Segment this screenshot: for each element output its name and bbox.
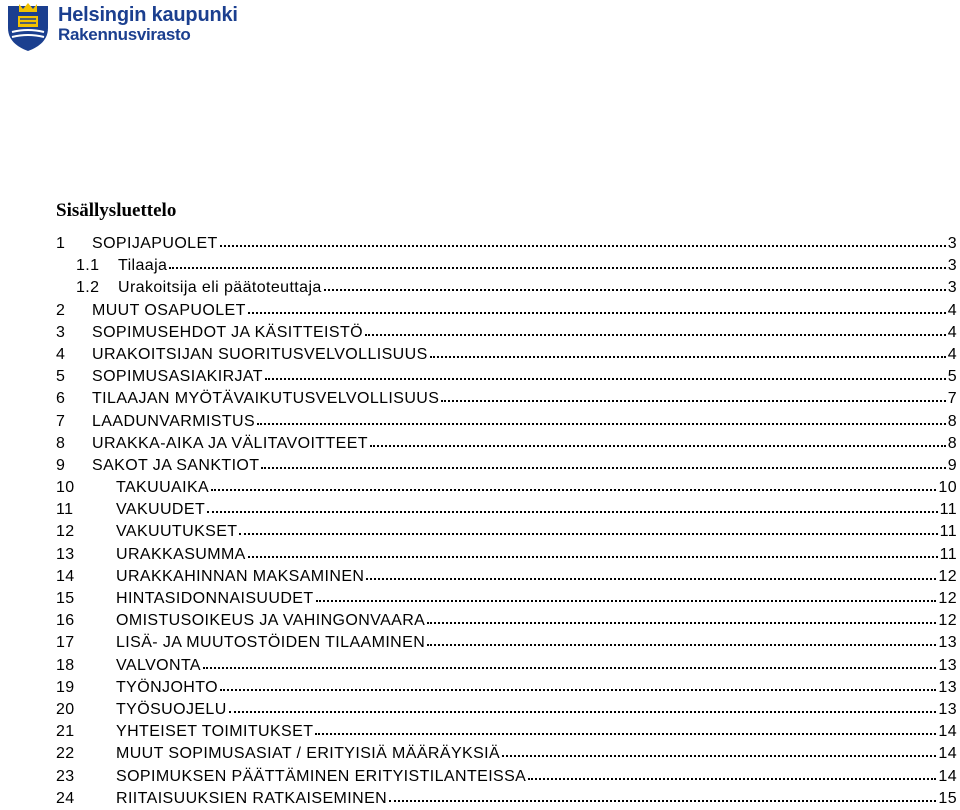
toc-heading: Sisällysluettelo [56,200,177,221]
toc-entry-number: 2 [56,301,66,319]
toc-entry-page: 13 [938,656,957,674]
toc-dot-leader [203,653,936,669]
toc-entry-page: 9 [947,456,957,474]
toc-entry-title: TYÖSUOJELU [116,700,227,718]
toc-entry-number: 5 [56,368,66,386]
toc-entry-number: 16 [56,612,75,630]
toc-entry[interactable] [56,676,960,698]
brand-text [58,5,238,44]
toc-dot-leader [207,497,937,513]
helsinki-crest-icon [4,2,52,52]
toc-entry[interactable] [56,609,960,631]
toc-entry-title: SOPIJAPUOLET [92,235,218,252]
toc-entry-title: MUUT SOPIMUSASIAT / ERITYISIÄ MÄÄRÄYKSIÄ [116,745,501,763]
toc-entry-page: 15 [938,789,957,807]
toc-entry-number: 1 [56,235,66,252]
toc-entry-page: 14 [938,767,957,785]
toc-entry[interactable] [56,631,960,653]
toc-entry-page: 12 [938,590,957,607]
toc-dot-leader [528,764,936,780]
toc-entry-title: LISÄ- JA MUUTOSTÖIDEN TILAAMINEN [116,634,426,652]
toc-entry-number: 23 [56,767,75,785]
toc-entry-number: 12 [56,523,75,541]
toc-entry[interactable] [56,432,960,454]
toc-entry-title: Urakoitsija eli päätoteuttaja [118,279,322,297]
toc-entry-page: 13 [938,678,957,696]
toc-entry[interactable] [56,654,960,676]
toc-entry-title: YHTEISET TOIMITUKSET [116,723,314,741]
toc-entry-title: SAKOT JA SANKTIOT [92,456,260,474]
toc-entry[interactable] [56,276,960,298]
toc-dot-leader [229,697,937,713]
toc-entry-title: MUUT OSAPUOLET [92,301,246,319]
toc-dot-leader [427,630,936,646]
toc-entry-title: OMISTUSOIKEUS JA VAHINGONVAARA [116,612,426,630]
toc-entry-number: 15 [56,590,75,607]
toc-entry-page: 11 [939,545,957,563]
toc-entry-title: Tilaaja [118,257,168,275]
toc-entry-title: VALVONTA [116,656,201,674]
toc-dot-leader [248,542,938,558]
toc-entry-number: 13 [56,545,75,563]
toc-entry[interactable] [56,254,960,276]
toc-entry-page: 3 [947,235,957,252]
toc-dot-leader [265,364,946,380]
toc-dot-leader [220,675,936,691]
toc-entry-title: RIITAISUUKSIEN RATKAISEMINEN [116,789,388,807]
toc-entry-page: 8 [947,412,957,430]
toc-entry-title: TILAAJAN MYÖTÄVAIKUTUSVELVOLLISUUS [92,390,440,408]
toc-entry-title: VAKUUTUKSET [116,523,238,541]
toc-entry[interactable] [56,720,960,742]
toc-dot-leader [239,519,937,535]
toc-entry[interactable] [56,587,960,609]
toc-entry[interactable] [56,454,960,476]
toc-entry-number: 8 [56,434,66,452]
toc-entry[interactable] [56,565,960,587]
toc-entry-title: SOPIMUKSEN PÄÄTTÄMINEN ERITYISTILANTEISSA [116,767,527,785]
toc-dot-leader [389,786,936,802]
toc-entry-number: 21 [56,723,75,741]
toc-entry-number: 9 [56,456,66,474]
page-header [4,2,238,52]
toc-entry-page: 3 [947,279,957,297]
toc-entry[interactable] [56,498,960,520]
toc-entry-title: URAKOITSIJAN SUORITUSVELVOLLISUUS [92,345,428,363]
toc-entry[interactable] [56,343,960,365]
toc-dot-leader [441,386,945,402]
toc-entry-title: TYÖNJOHTO [116,678,218,696]
toc-dot-leader [316,586,937,602]
toc-entry[interactable] [56,410,960,432]
toc-entry-page: 3 [947,257,957,275]
toc-entry-page: 11 [939,501,957,519]
toc-entry-title: URAKKASUMMA [116,545,246,563]
toc-entry-number: 11 [56,501,74,519]
toc-entry-number: 19 [56,678,75,696]
toc-entry-title: SOPIMUSEHDOT JA KÄSITTEISTÖ [92,323,363,341]
toc-entry-number: 18 [56,656,75,674]
toc-dot-leader [365,320,946,336]
toc-entry-title: VAKUUDET [116,501,206,519]
toc-entry[interactable] [56,765,960,787]
toc-entry[interactable] [56,299,960,321]
toc-entry[interactable] [56,543,960,565]
toc-entry-number: 14 [56,567,75,585]
toc-entry-page: 14 [938,723,957,741]
toc-entry-number: 1.2 [76,279,100,297]
toc-entry-title: LAADUNVARMISTUS [92,412,256,430]
toc-entry-number: 20 [56,700,75,718]
toc-dot-leader [257,409,946,425]
toc-dot-leader [248,298,946,314]
toc-entry[interactable] [56,232,960,254]
table-of-contents [56,232,960,809]
toc-entry[interactable] [56,365,960,387]
dept-name: Rakennusvirasto [58,25,191,44]
toc-entry-page: 14 [938,745,957,763]
toc-dot-leader [502,741,936,757]
toc-dot-leader [169,253,945,269]
toc-dot-leader [370,431,946,447]
toc-entry-page: 4 [947,345,957,363]
toc-entry[interactable] [56,476,960,498]
toc-entry-page: 11 [939,523,957,541]
toc-entry-title: URAKKA-AIKA JA VÄLITAVOITTEET [92,434,368,452]
toc-entry-number: 4 [56,345,66,363]
toc-entry-page: 13 [938,700,957,718]
toc-entry-page: 4 [947,323,957,341]
toc-dot-leader [315,719,936,735]
toc-entry-page: 10 [938,479,957,497]
toc-entry[interactable] [56,321,960,343]
toc-dot-leader [427,608,936,624]
toc-entry-number: 7 [56,412,66,430]
toc-entry-number: 6 [56,390,66,408]
toc-entry-number: 17 [56,634,75,652]
toc-entry-page: 12 [938,567,957,585]
toc-entry[interactable] [56,698,960,720]
toc-entry-title: HINTASIDONNAISUUDET [116,590,314,607]
toc-entry-number: 1.1 [76,257,100,275]
toc-dot-leader [261,453,945,469]
toc-entry-page: 7 [947,390,957,408]
toc-dot-leader [366,564,936,580]
toc-dot-leader [211,475,936,491]
toc-entry-title: SOPIMUSASIAKIRJAT [92,368,263,386]
toc-entry[interactable] [56,387,960,409]
toc-entry-number: 24 [56,789,75,807]
toc-dot-leader [324,275,946,291]
toc-entry-number: 3 [56,323,66,341]
toc-entry-title: URAKKAHINNAN MAKSAMINEN [116,567,365,585]
toc-entry-page: 8 [947,434,957,452]
org-name: Helsingin kaupunki [58,4,238,26]
toc-dot-leader [220,231,946,247]
toc-entry-number: 22 [56,745,75,763]
toc-entry-page: 13 [938,634,957,652]
toc-entry-page: 5 [947,368,957,386]
toc-entry-page: 12 [938,612,957,630]
toc-entry-number: 10 [56,479,75,497]
toc-entry[interactable] [56,520,960,542]
toc-dot-leader [430,342,946,358]
toc-entry-title: TAKUUAIKA [116,479,210,497]
toc-entry-page: 4 [947,301,957,319]
toc-entry[interactable] [56,742,960,764]
